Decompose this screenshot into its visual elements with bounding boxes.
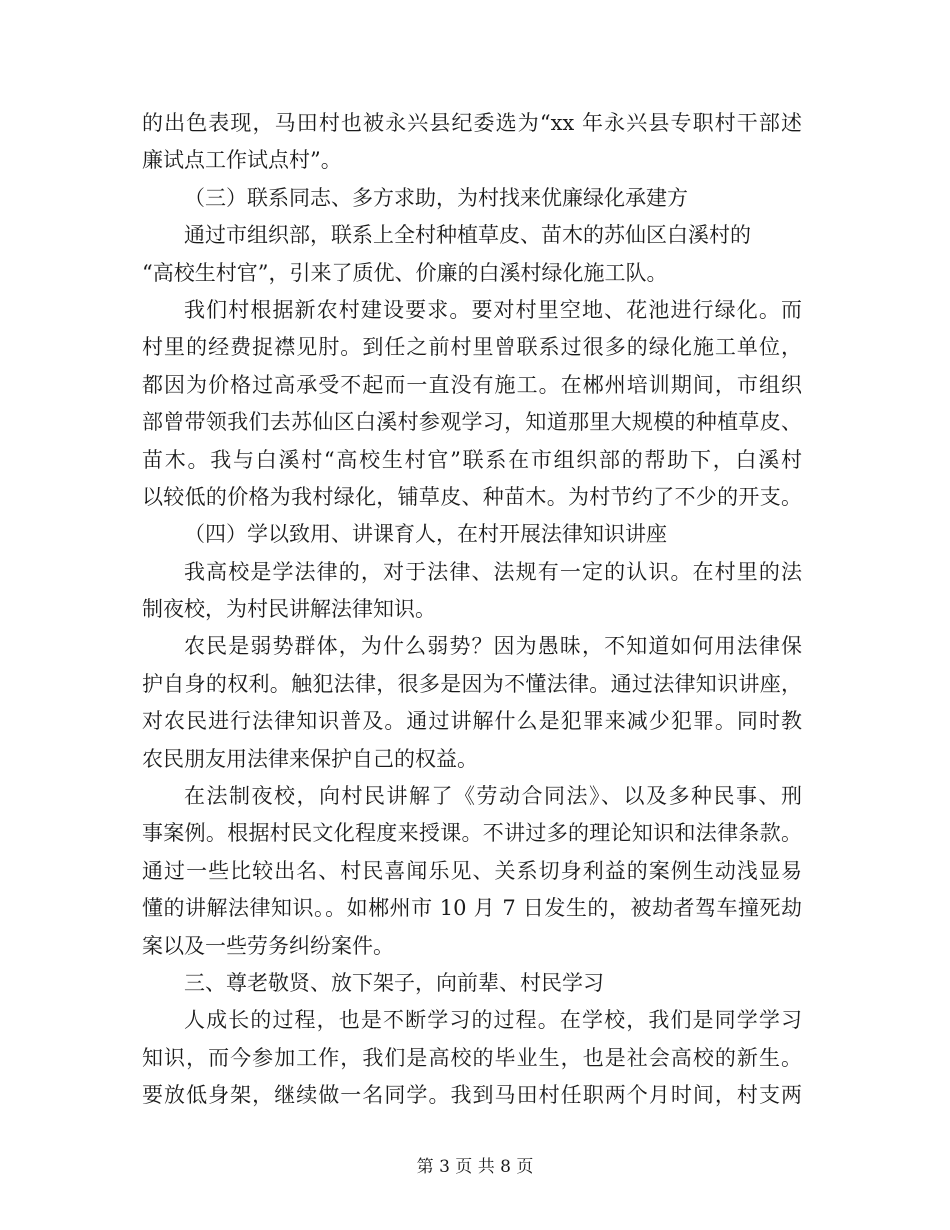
body-text bbox=[142, 105, 802, 1115]
text-line: 农民朋友用法律来保护自己的权益。 bbox=[142, 746, 478, 771]
text-line: 通过市组织部，联系上全村种植草皮、苗木的苏仙区白溪村的 bbox=[184, 223, 751, 248]
text-line: 懂的讲解法律知识。。如郴州市 10 月 7 日发生的，被劫者驾车撞死劫 bbox=[142, 896, 802, 921]
section-heading: 三、尊老敬贤、放下架子，向前辈、村民学习 bbox=[184, 970, 604, 995]
text-line: 廉试点工作试点村”。 bbox=[142, 148, 342, 173]
text-line: 在法制夜校，向村民讲解了《劳动合同法》、以及多种民事、刑 bbox=[184, 784, 802, 809]
page-number-footer: 第 3 页 共 8 页 bbox=[416, 1157, 534, 1177]
text-line: 对农民进行法律知识普及。通过讲解什么是犯罪来减少犯罪。同时教 bbox=[142, 709, 802, 734]
section-heading: （三）联系同志、多方求助，为村找来优廉绿化承建方 bbox=[184, 185, 688, 210]
text-line: 苗木。我与白溪村“高校生村官”联系在市组织部的帮助下，白溪村 bbox=[142, 447, 802, 472]
text-line: 部曾带领我们去苏仙区白溪村参观学习，知道那里大规模的种植草皮、 bbox=[142, 410, 802, 435]
text-line: 以较低的价格为我村绿化，铺草皮、种苗木。为村节约了不少的开支。 bbox=[142, 484, 802, 509]
text-line: 我高校是学法律的，对于法律、法规有一定的认识。在村里的法 bbox=[184, 559, 802, 584]
text-line: 事案例。根据村民文化程度来授课。不讲过多的理论知识和法律条款。 bbox=[142, 821, 802, 846]
text-line: “高校生村官”，引来了质优、价廉的白溪村绿化施工队。 bbox=[142, 260, 668, 285]
text-line: 知识，而今参加工作，我们是高校的毕业生，也是社会高校的新生。 bbox=[142, 1045, 802, 1070]
text-line: 村里的经费捉襟见肘。到任之前村里曾联系过很多的绿化施工单位， bbox=[142, 335, 802, 360]
text-line: 农民是弱势群体，为什么弱势？因为愚昧，不知道如何用法律保 bbox=[184, 634, 802, 659]
section-heading: （四）学以致用、讲课育人，在村开展法律知识讲座 bbox=[184, 522, 667, 547]
text-line: 制夜校，为村民讲解法律知识。 bbox=[142, 597, 436, 622]
text-line: 护自身的权利。触犯法律，很多是因为不懂法律。通过法律知识讲座， bbox=[142, 671, 802, 696]
text-line: 人成长的过程，也是不断学习的过程。在学校，我们是同学学习 bbox=[184, 1008, 802, 1033]
text-line: 都因为价格过高承受不起而一直没有施工。在郴州培训期间，市组织 bbox=[142, 372, 802, 397]
text-line: 我们村根据新农村建设要求。要对村里空地、花池进行绿化。而 bbox=[184, 297, 802, 322]
text-line: 案以及一些劳务纠纷案件。 bbox=[142, 933, 394, 958]
text-line: 的出色表现，马田村也被永兴县纪委选为“xx 年永兴县专职村干部述 bbox=[142, 111, 802, 135]
text-line: 要放低身架，继续做一名同学。我到马田村任职两个月时间，村支两 bbox=[142, 1083, 802, 1108]
text-line: 通过一些比较出名、村民喜闻乐见、关系切身利益的案例生动浅显易 bbox=[142, 858, 802, 883]
